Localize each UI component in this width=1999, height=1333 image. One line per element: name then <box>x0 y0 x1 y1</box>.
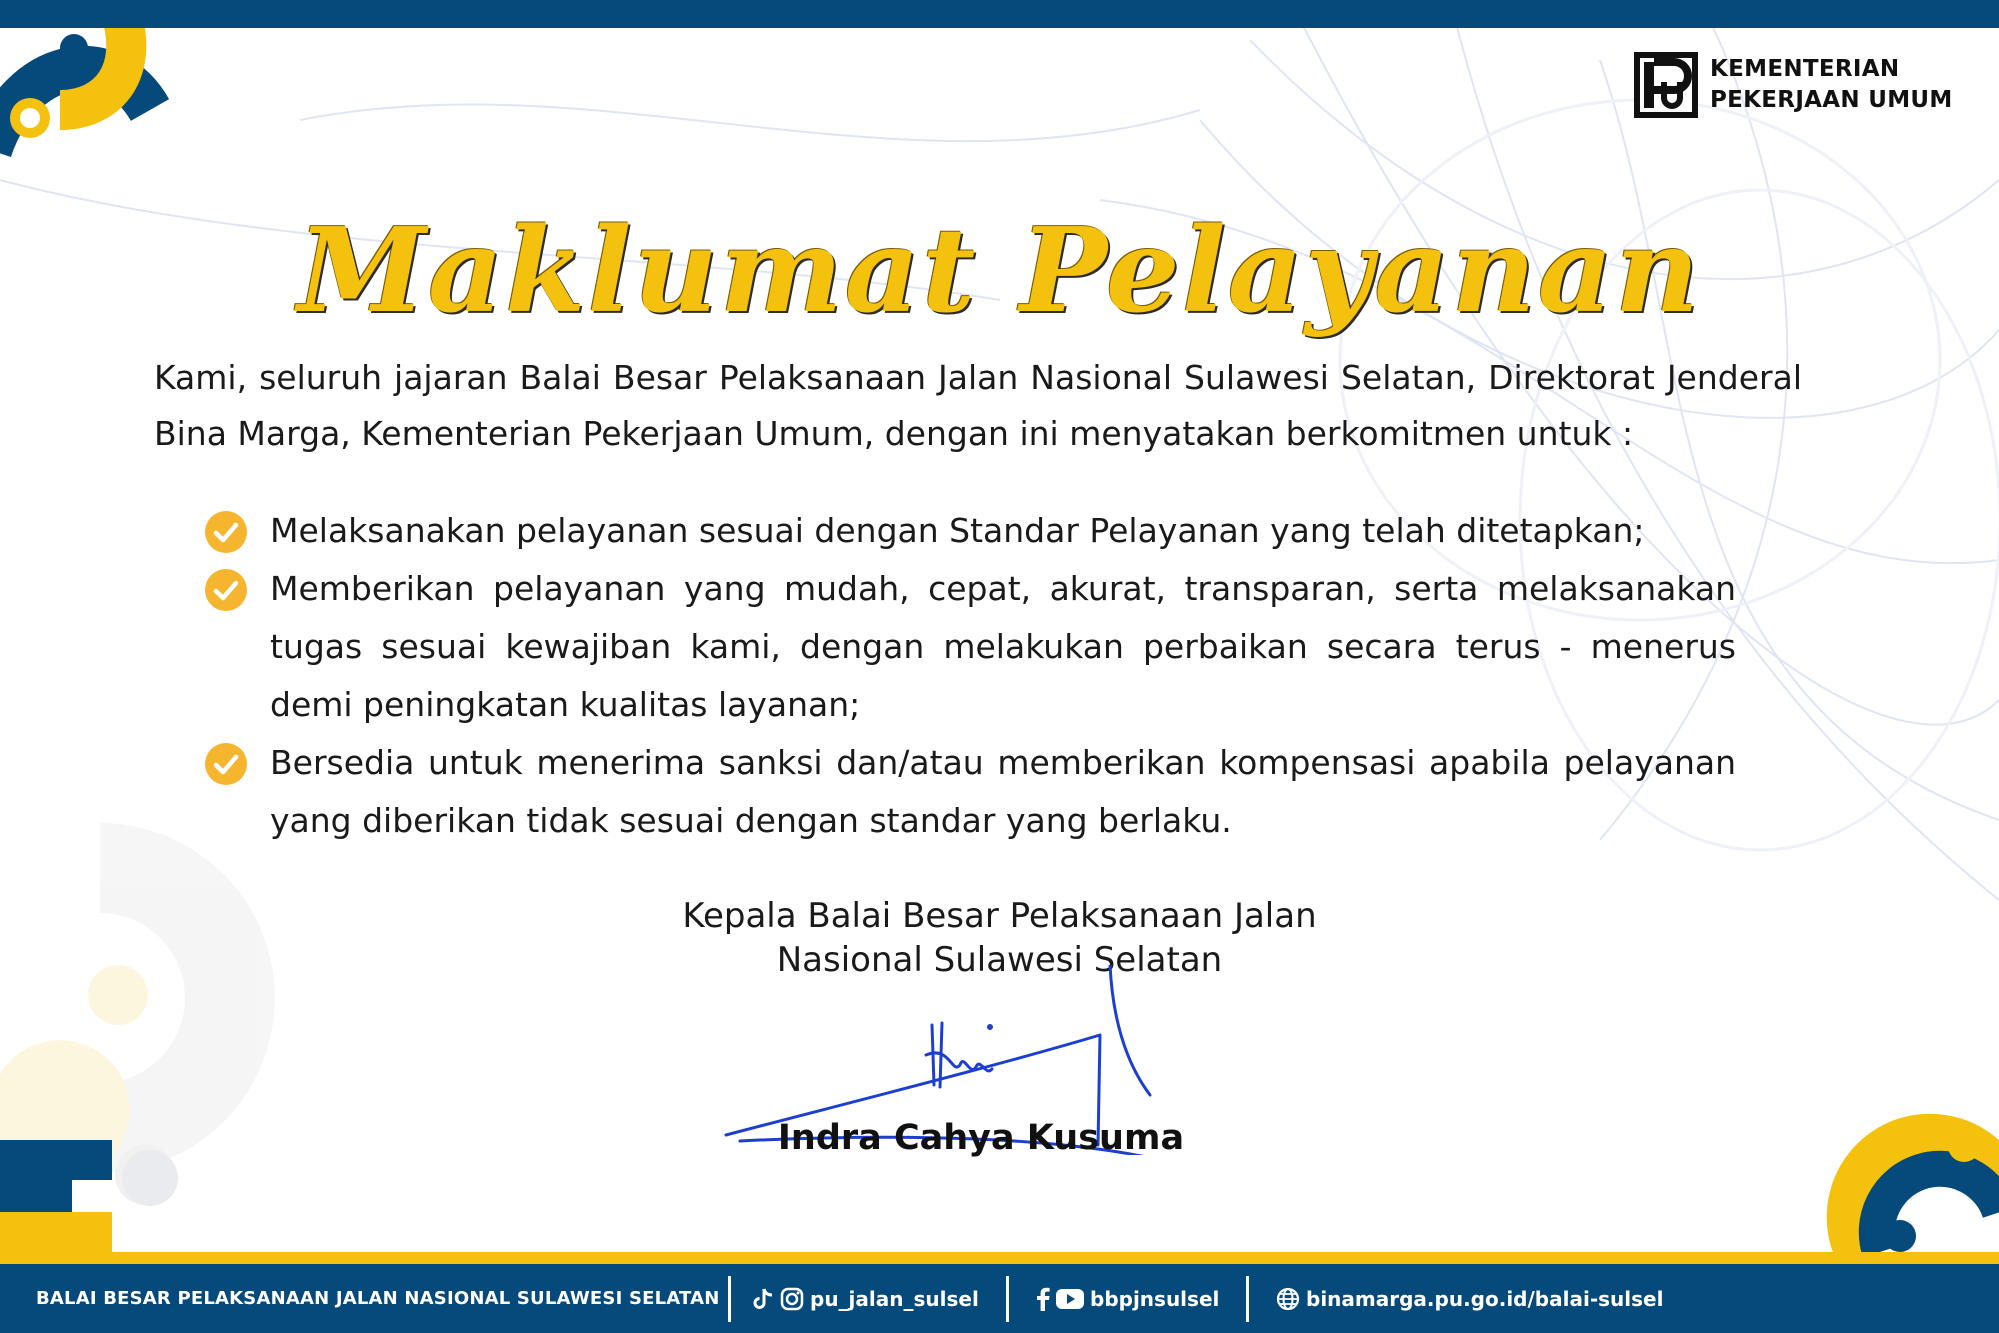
footer-website[interactable] <box>1276 1264 1663 1333</box>
check-icon <box>204 568 248 612</box>
footer-divider <box>1006 1276 1009 1322</box>
position-line-2: Nasional Sulawesi Selatan <box>776 940 1223 980</box>
facebook-icon[interactable] <box>1036 1287 1050 1311</box>
commitment-list <box>204 502 1736 850</box>
commitment-text: Melaksanakan pelayanan sesuai dengan Standar Pelayanan yang telah ditetapkan; <box>270 511 1645 550</box>
logo-line-2: PEKERJAAN UMUM <box>1710 87 1953 113</box>
tiktok-icon[interactable] <box>752 1287 774 1311</box>
ministry-logo <box>1634 52 1953 118</box>
social-handle[interactable]: pu_jalan_sulsel <box>810 1286 979 1311</box>
pu-logo-icon <box>1634 52 1698 118</box>
top-bar <box>0 0 1999 28</box>
commitment-text: Bersedia untuk menerima sanksi dan/atau memberikan kompensasi apabila pelayanan yang diberikan tidak sesuai dengan standar yang berlaku. <box>270 743 1736 840</box>
footer-social-tiktok-instagram[interactable] <box>752 1264 979 1333</box>
footer-social-facebook-youtube[interactable] <box>1036 1264 1219 1333</box>
list-item <box>204 734 1736 850</box>
website-link[interactable]: binamarga.pu.go.id/balai-sulsel <box>1306 1286 1664 1311</box>
check-icon <box>204 510 248 554</box>
logo-line-1: KEMENTERIAN <box>1710 56 1900 82</box>
globe-icon[interactable] <box>1276 1287 1300 1311</box>
footer-divider <box>1246 1276 1249 1322</box>
commitment-text: Memberikan pelayanan yang mudah, cepat, akurat, transparan, serta melaksanakan tugas sesuai kewajiban kami, dengan melakukan perbaikan secara terus - menerus demi peningkatan kualitas layanan; <box>270 569 1736 724</box>
social-handle[interactable]: bbpjnsulsel <box>1090 1286 1220 1311</box>
signatory-name: Indra Cahya Kusuma <box>777 1118 1185 1158</box>
footer-divider <box>728 1276 731 1322</box>
list-item <box>204 560 1736 734</box>
position-line-1: Kepala Balai Besar Pelaksanaan Jalan <box>682 896 1317 936</box>
youtube-icon[interactable] <box>1056 1289 1084 1309</box>
list-item <box>204 502 1736 560</box>
organization-name: BALAI BESAR PELAKSANAAN JALAN NASIONAL SULAWESI SELATAN <box>36 1288 720 1309</box>
check-icon <box>204 742 248 786</box>
footer-bar <box>0 1264 1999 1333</box>
page-title: Maklumat Pelayanan <box>297 203 1702 339</box>
footer-organization <box>36 1264 719 1333</box>
intro-paragraph: Kami, seluruh jajaran Balai Besar Pelaksanaan Jalan Nasional Sulawesi Selatan, Direktorat Jenderal Bina Marga, Kementerian Pekerjaan Umum, dengan ini menyatakan berkomitmen untuk : <box>154 358 1802 453</box>
instagram-icon[interactable] <box>780 1287 804 1311</box>
footer-accent-line <box>0 1252 1999 1264</box>
